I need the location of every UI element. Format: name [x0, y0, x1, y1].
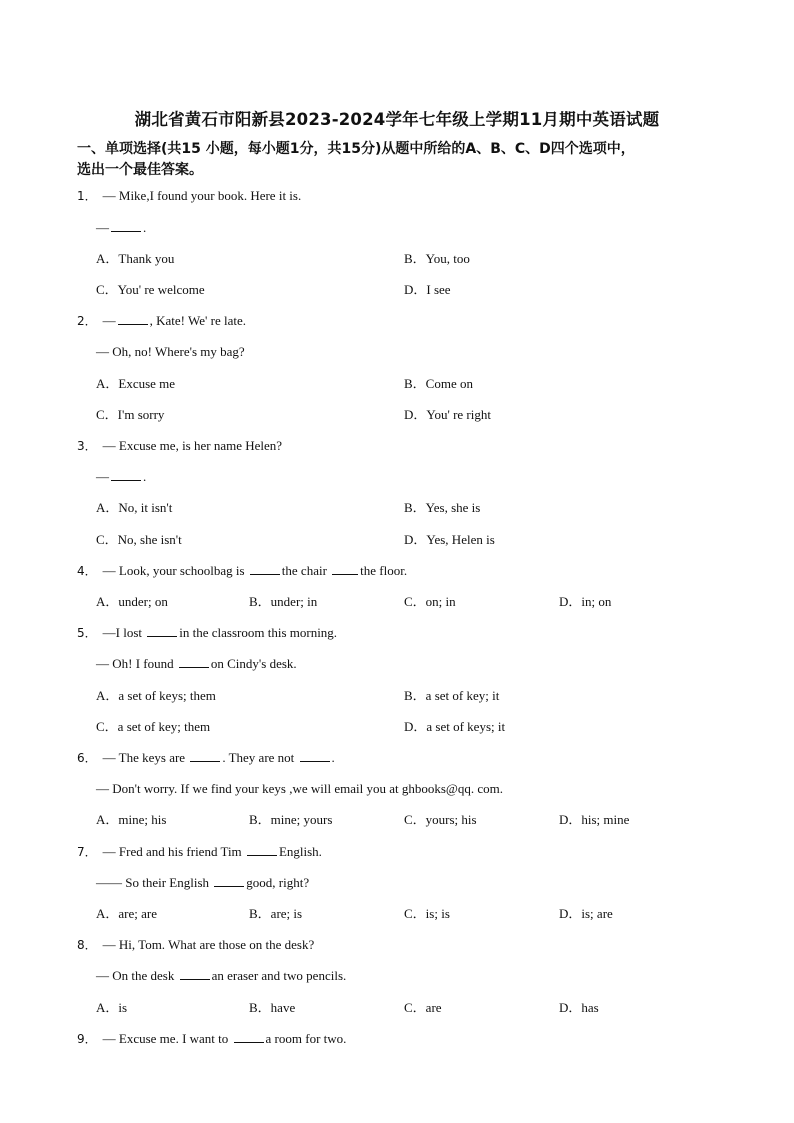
question-text: — On the desk — [96, 968, 178, 983]
option-a: A．is — [96, 1000, 128, 1015]
question-text: — Mike,I found your book. Here it is. — [102, 188, 302, 203]
answer-blank — [190, 749, 220, 762]
question-2-stem — [77, 312, 246, 330]
answer-blank — [118, 312, 148, 325]
option-a: A．under; on — [96, 594, 168, 609]
option-a: A．a set of keys; them — [96, 688, 216, 703]
question-text: the floor. — [360, 563, 408, 578]
question-text: — Excuse me. I want to — [102, 1031, 232, 1046]
option-a: A．Thank you — [96, 251, 175, 266]
question-2-response: — Oh, no! Where's my bag? — [96, 344, 245, 359]
option-b: B．a set of key; it — [404, 688, 500, 703]
question-1-stem — [77, 187, 301, 205]
question-6-response: — Don't worry. If we find your keys ,we will email you at ghbooks@qq. com. — [96, 781, 504, 796]
question-number: 4． — [77, 564, 97, 578]
answer-blank — [300, 749, 330, 762]
question-text: English. — [278, 844, 322, 859]
question-6-stem — [77, 749, 335, 767]
option-c: C．are — [404, 1000, 442, 1015]
dash: — — [96, 220, 109, 235]
question-7-response — [96, 874, 309, 892]
question-4-stem — [77, 562, 407, 580]
question-text: in the classroom this morning. — [179, 625, 338, 640]
option-a: A．Excuse me — [96, 376, 176, 391]
answer-blank — [147, 624, 177, 637]
question-text: —I lost — [102, 625, 146, 640]
option-b: B．have — [249, 1000, 296, 1015]
answer-blank — [180, 967, 210, 980]
question-text: — Oh! I found — [96, 656, 177, 671]
answer-blank — [234, 1030, 264, 1043]
answer-blank — [111, 219, 141, 232]
question-text: on Cindy's desk. — [210, 656, 297, 671]
question-number: 8． — [77, 938, 97, 952]
question-text: — The keys are — [102, 750, 189, 765]
punctuation: . — [143, 469, 147, 484]
question-number: 5． — [77, 626, 97, 640]
answer-blank — [250, 562, 280, 575]
answer-blank — [179, 655, 209, 668]
question-3-stem — [77, 437, 282, 455]
option-d: D．Yes, Helen is — [404, 532, 495, 547]
option-c: C．No, she isn't — [96, 532, 182, 547]
answer-blank — [247, 843, 277, 856]
dash: — — [102, 313, 116, 328]
option-d: D．has — [559, 1000, 599, 1015]
section-heading-line-2: 选出一个最佳答案。 — [77, 162, 203, 178]
option-d: D．in; on — [559, 594, 612, 609]
question-text: — Look, your schoolbag is — [102, 563, 248, 578]
section-heading — [77, 139, 727, 181]
question-text: the chair — [281, 563, 331, 578]
question-text: —— So their English — [96, 875, 213, 890]
dash: — — [96, 469, 109, 484]
option-d: D．I see — [404, 282, 451, 297]
question-number: 7． — [77, 845, 97, 859]
option-c: C．a set of key; them — [96, 719, 211, 734]
question-number: 3． — [77, 439, 97, 453]
question-5-stem — [77, 624, 337, 642]
question-1-response — [96, 219, 146, 237]
question-number: 1． — [77, 189, 97, 203]
question-text: a room for two. — [265, 1031, 347, 1046]
option-c: C．You' re welcome — [96, 282, 205, 297]
question-7-stem — [77, 843, 322, 861]
section-heading-line-1: 一、单项选择(共15 小题，每小题1分，共15分)从题中所给的A、B、C、D四个选项中， — [77, 141, 635, 157]
question-number: 9． — [77, 1032, 97, 1046]
option-a: A．are; are — [96, 906, 157, 921]
option-c: C．on; in — [404, 594, 456, 609]
option-d: D．a set of keys; it — [404, 719, 506, 734]
option-b: B．are; is — [249, 906, 303, 921]
question-text: — Excuse me, is her name Helen? — [102, 438, 283, 453]
question-number: 6． — [77, 751, 97, 765]
question-text: , Kate! We' re late. — [149, 313, 246, 328]
question-text: good, right? — [246, 875, 310, 890]
option-b: B．mine; yours — [249, 812, 333, 827]
option-b: B．Yes, she is — [404, 500, 481, 515]
option-b: B．Come on — [404, 376, 473, 391]
option-a: A．No, it isn't — [96, 500, 173, 515]
punctuation: . — [143, 220, 147, 235]
question-8-response — [96, 967, 346, 985]
answer-blank — [111, 468, 141, 481]
option-d: D．is; are — [559, 906, 613, 921]
question-3-response — [96, 468, 146, 486]
question-9-stem — [77, 1030, 346, 1048]
option-c: C．I'm sorry — [96, 407, 165, 422]
option-c: C．is; is — [404, 906, 450, 921]
question-5-response — [96, 655, 297, 673]
question-text: . They are not — [222, 750, 298, 765]
option-c: C．yours; his — [404, 812, 477, 827]
page-title: 湖北省黄石市阳新县2023-2024学年七年级上学期11月期中英语试题 — [134, 110, 660, 129]
option-a: A．mine; his — [96, 812, 167, 827]
option-d: D．You' re right — [404, 407, 491, 422]
answer-blank — [332, 562, 358, 575]
question-number: 2． — [77, 314, 97, 328]
question-text: — Hi, Tom. What are those on the desk? — [102, 937, 315, 952]
punctuation: . — [331, 750, 335, 765]
answer-blank — [214, 874, 244, 887]
question-text: an eraser and two pencils. — [211, 968, 347, 983]
question-8-stem — [77, 936, 314, 954]
question-text: — Fred and his friend Tim — [102, 844, 245, 859]
option-b: B．You, too — [404, 251, 470, 266]
option-d: D．his; mine — [559, 812, 630, 827]
option-b: B．under; in — [249, 594, 318, 609]
